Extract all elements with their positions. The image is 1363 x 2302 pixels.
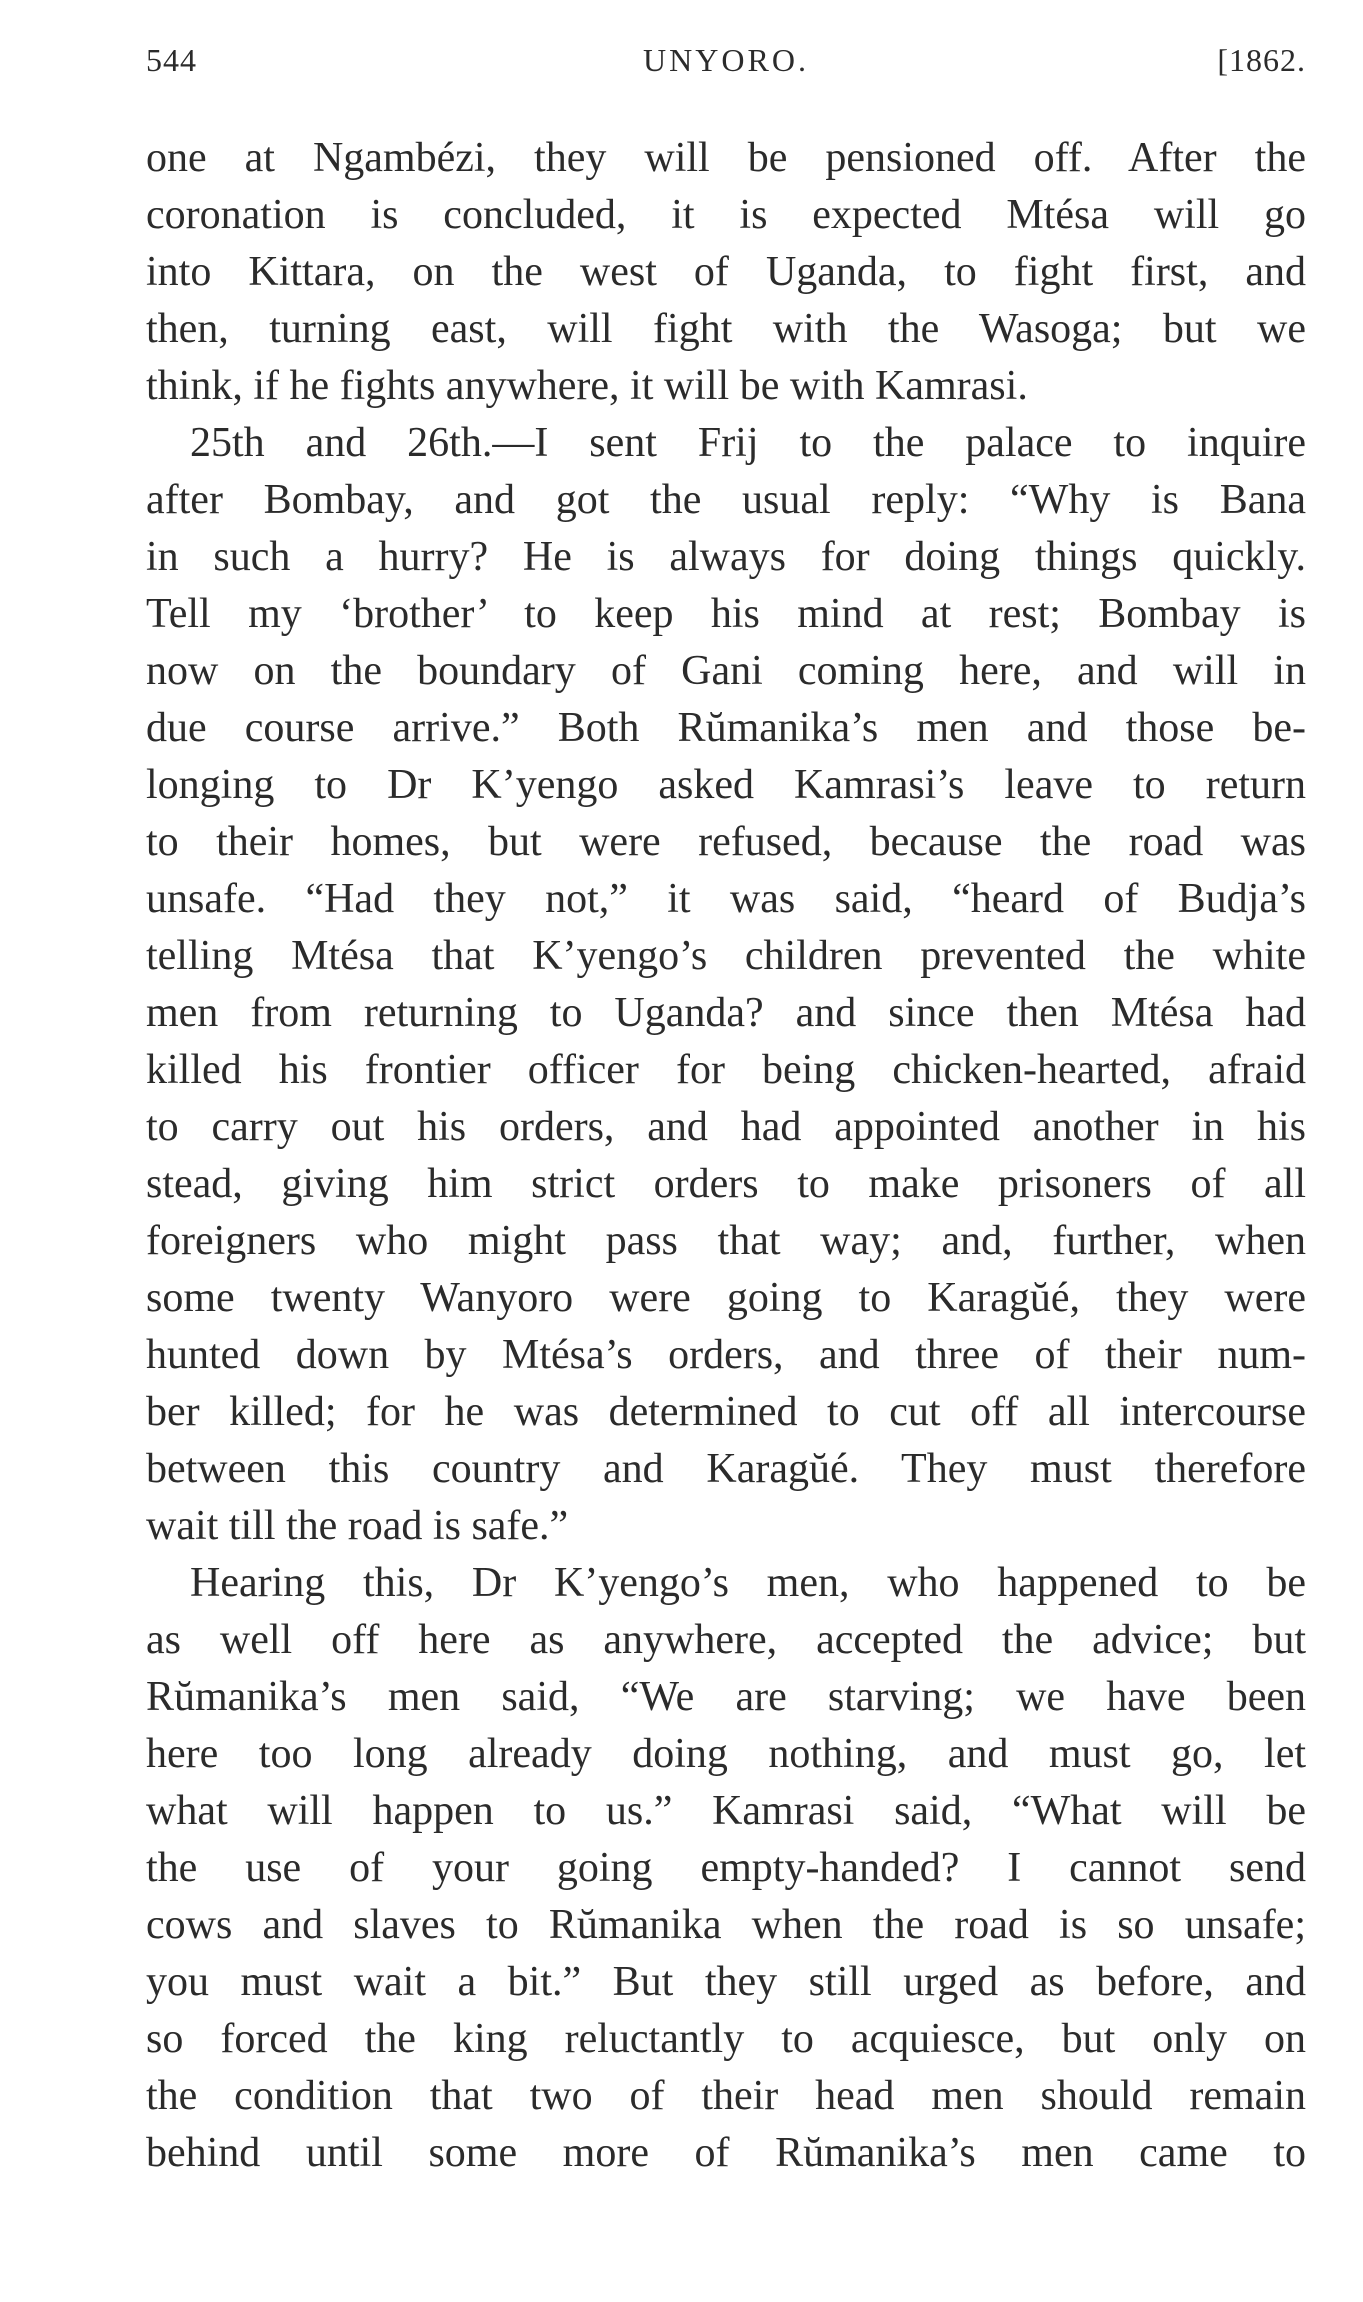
text-line: here too long already doing nothing, and must go, let <box>146 1731 1306 1777</box>
text-line: due course arrive.” Both Rŭmanika’s men and those be- <box>146 705 1306 751</box>
text-line: behind until some more of Rŭmanika’s men came to <box>146 2130 1306 2176</box>
text-line: so forced the king reluctantly to acquiesce, but only on <box>146 2016 1306 2062</box>
text-line: longing to Dr K’yengo asked Kamrasi’s leave to return <box>146 762 1306 808</box>
text-line: stead, giving him strict orders to make prisoners of all <box>146 1161 1306 1207</box>
text-line: then, turning east, will fight with the Wasoga; but we <box>146 306 1306 352</box>
text-line: to their homes, but were refused, because the road was <box>146 819 1306 865</box>
text-line: coronation is concluded, it is expected Mtésa will go <box>146 192 1306 238</box>
text-line: Rŭmanika’s men said, “We are starving; we have been <box>146 1674 1306 1720</box>
text-line: as well off here as anywhere, accepted the advice; but <box>146 1617 1306 1663</box>
text-line: think, if he fights anywhere, it will be with Kamrasi. <box>146 363 1028 409</box>
body-text <box>146 130 1306 2182</box>
text-line: cows and slaves to Rŭmanika when the road is so unsafe; <box>146 1902 1306 1948</box>
text-line: after Bombay, and got the usual reply: “Why is Bana <box>146 477 1306 523</box>
page-number: 544 <box>146 42 197 78</box>
text-line: some twenty Wanyoro were going to Karagŭé, they were <box>146 1275 1306 1321</box>
text-line: unsafe. “Had they not,” it was said, “heard of Budja’s <box>146 876 1306 922</box>
text-line: hunted down by Mtésa’s orders, and three of their num- <box>146 1332 1306 1378</box>
year-marker: [1862. <box>1217 42 1306 78</box>
text-line: into Kittara, on the west of Uganda, to fight first, and <box>146 249 1306 295</box>
text-line: the use of your going empty-handed? I cannot send <box>146 1845 1306 1891</box>
text-line: Tell my ‘brother’ to keep his mind at rest; Bombay is <box>146 591 1306 637</box>
text-line: telling Mtésa that K’yengo’s children prevented the white <box>146 933 1306 979</box>
text-line: foreigners who might pass that way; and, further, when <box>146 1218 1306 1264</box>
text-line: to carry out his orders, and had appointed another in his <box>146 1104 1306 1150</box>
text-line: ber killed; for he was determined to cut off all intercourse <box>146 1389 1306 1435</box>
text-line: the condition that two of their head men should remain <box>146 2073 1306 2119</box>
running-header <box>146 42 1306 92</box>
text-line: killed his frontier officer for being chicken-hearted, afraid <box>146 1047 1306 1093</box>
running-title: UNYORO. <box>643 42 809 78</box>
text-line: now on the boundary of Gani coming here, and will in <box>146 648 1306 694</box>
text-line: men from returning to Uganda? and since then Mtésa had <box>146 990 1306 1036</box>
text-line: wait till the road is safe.” <box>146 1503 569 1549</box>
text-line: you must wait a bit.” But they still urged as before, and <box>146 1959 1306 2005</box>
text-line: between this country and Karagŭé. They must therefore <box>146 1446 1306 1492</box>
text-line: what will happen to us.” Kamrasi said, “What will be <box>146 1788 1306 1834</box>
text-line: Hearing this, Dr K’yengo’s men, who happened to be <box>190 1560 1306 1606</box>
text-line: one at Ngambézi, they will be pensioned off. After the <box>146 135 1306 181</box>
text-line: in such a hurry? He is always for doing things quickly. <box>146 534 1306 580</box>
text-line: 25th and 26th.—I sent Frij to the palace to inquire <box>190 420 1306 466</box>
